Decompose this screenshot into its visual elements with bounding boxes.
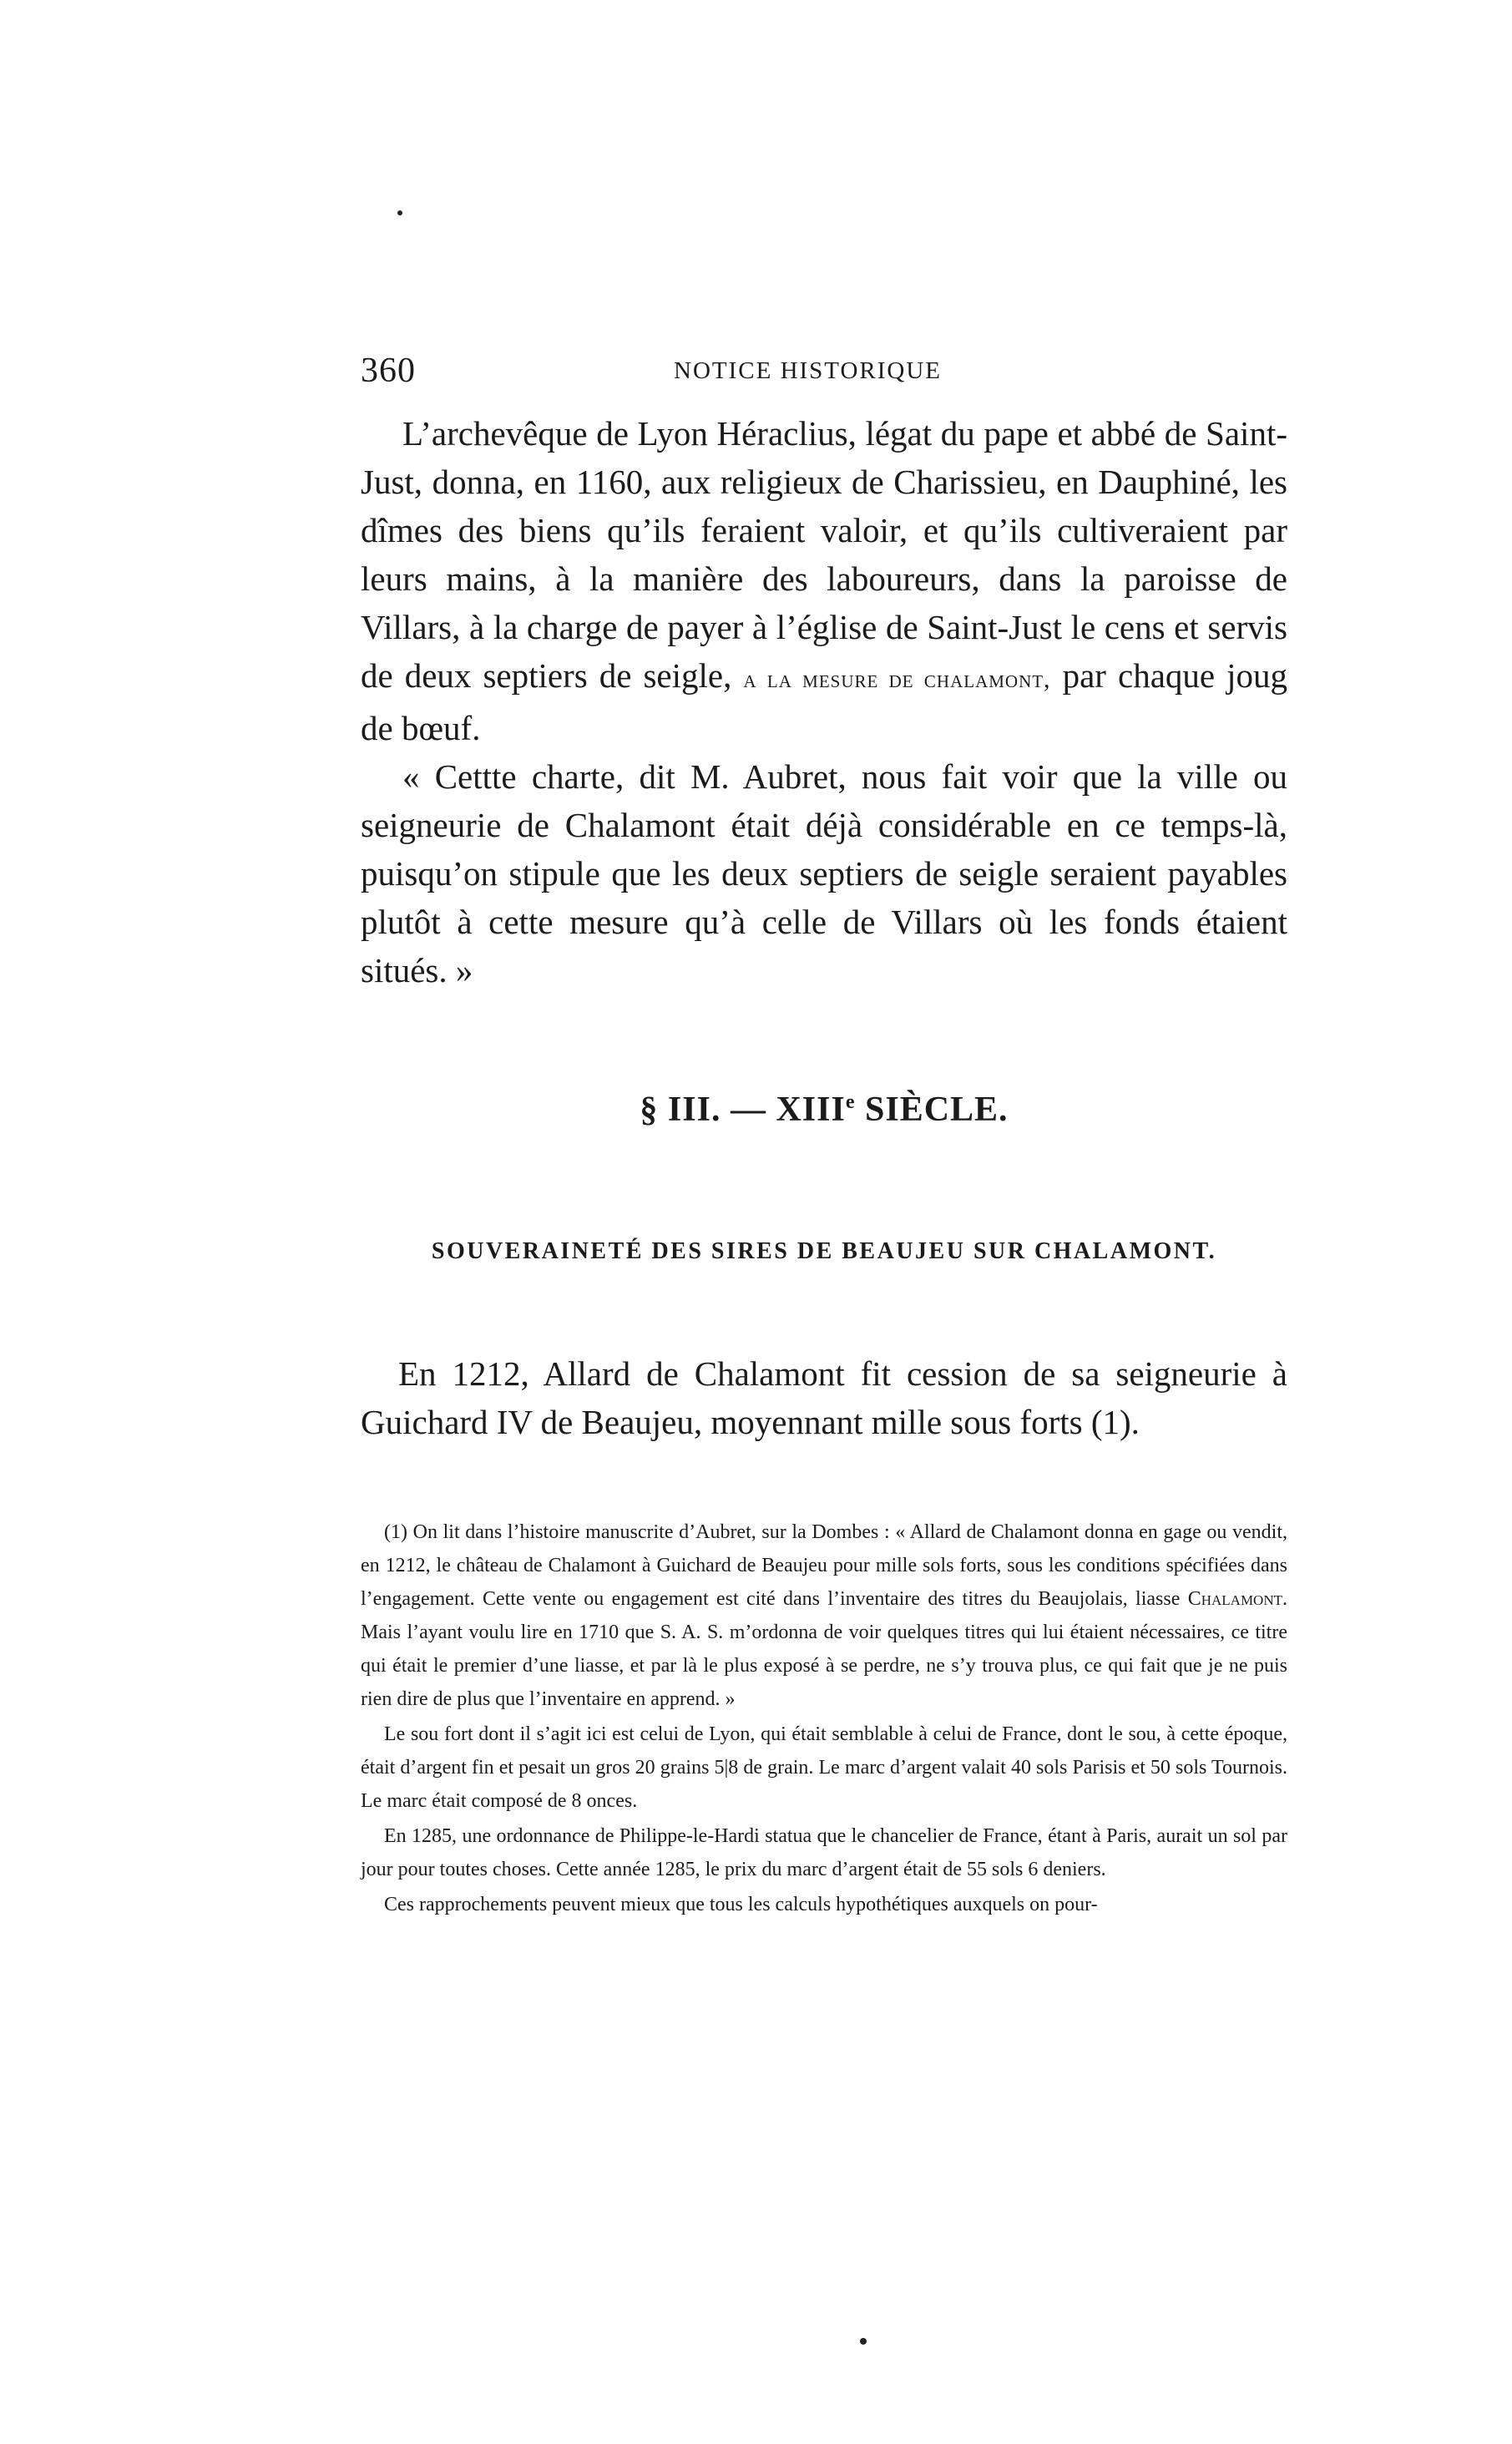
paragraph-1-end: par chaque joug de bœuf.: [361, 656, 1288, 747]
page-header: [361, 351, 1287, 401]
scan-speck-top: [397, 210, 402, 215]
running-title: NOTICE HISTORIQUE: [674, 357, 943, 384]
footnote-1-smallcaps: Chalamont.: [1187, 1588, 1287, 1610]
section-text: [361, 1349, 1287, 1446]
paragraph-1: [361, 409, 1287, 752]
paragraph-1-text: L’archevêque de Lyon Héraclius, légat du pape et abbé de Saint-Just, donna, en 1160, aux religieux de Charissieu, en Dauphiné, les dîmes des biens qu’ils feraient valoir, et qu’ils cultiveraient par leurs mains, à la manière des laboureurs, dans la paroisse de Villars, à la charge de payer à l’église de Saint-Just le cens et servis de deux septiers de seigle,: [361, 414, 1287, 695]
section-heading-prefix: § III. — XIII: [640, 1090, 846, 1129]
footnote-1-text: (1) On lit dans l’histoire manuscrite d’Aubret, sur la Dombes : « Allard de Chalamont donna en gage ou vendit, en 1212, le château de Chalamont à Guichard de Beaujeu pour mille sols forts, sous les conditions spécifiées dans l’engagement. Cette vente ou engagement est cité dans l’inventaire des titres du Beaujolais, liasse: [361, 1521, 1287, 1610]
footnote-3: En 1285, une ordonnance de Philippe-le-Hardi statua que le chancelier de France, étant à Paris, aurait un sol par jour pour toutes choses. Cette année 1285, le prix du marc d’argent était de 55 sols 6 deniers.: [361, 1825, 1287, 1880]
section-heading: [361, 1090, 1287, 1130]
section-heading-superscript: e: [845, 1091, 856, 1113]
paragraph-3: En 1212, Allard de Chalamont fit cession de sa seigneurie à Guichard IV de Beaujeu, moyennant mille sous forts (1).: [361, 1354, 1287, 1441]
section-subtitle: SOUVERAINETÉ DES SIRES DE BEAUJEU SUR CHALAMONT.: [431, 1238, 1217, 1264]
footnotes: [361, 1515, 1287, 1923]
footnote-2: Le sou fort dont il s’agit ici est celui de Lyon, qui était semblable à celui de France, dont le sou, à cette époque, était d’argent fin et pesait un gros 20 grains 5|8 de grain. Le marc d’argent valait 40 sols Parisis et 50 sols Tournois. Le marc était composé de 8 onces.: [361, 1723, 1287, 1812]
section-heading-suffix: SIÈCLE.: [864, 1090, 1009, 1129]
main-text: [361, 409, 1287, 994]
page-number: 360: [361, 352, 416, 390]
paragraph-1-smallcaps: a la mesure de chalamont,: [743, 665, 1051, 693]
scan-speck-bottom: [860, 2338, 867, 2345]
footnote-1-end: Mais l’ayant voulu lire en 1710 que S. A. S. m’ordonna de voir quelques titres qui lui étaient nécessaires, ce titre qui était le premier d’une liasse, et par là le plus exposé à se perdre, ne s’y trouva plus, ce qui fait que je ne puis rien dire de plus que l’inventaire en apprend. »: [361, 1622, 1287, 1710]
footnote-4: Ces rapprochements peuvent mieux que tous les calculs hypothétiques auxquels on pour-: [384, 1894, 1098, 1915]
paragraph-2: « Cettte charte, dit M. Aubret, nous fait voir que la ville ou seigneurie de Chalamont était déjà considérable en ce temps-là, puisqu’on stipule que les deux septiers de seigle seraient payables plutôt à cette mesure qu’à celle de Villars où les fonds étaient situés. »: [361, 757, 1287, 989]
footnote-1: [361, 1515, 1287, 1716]
